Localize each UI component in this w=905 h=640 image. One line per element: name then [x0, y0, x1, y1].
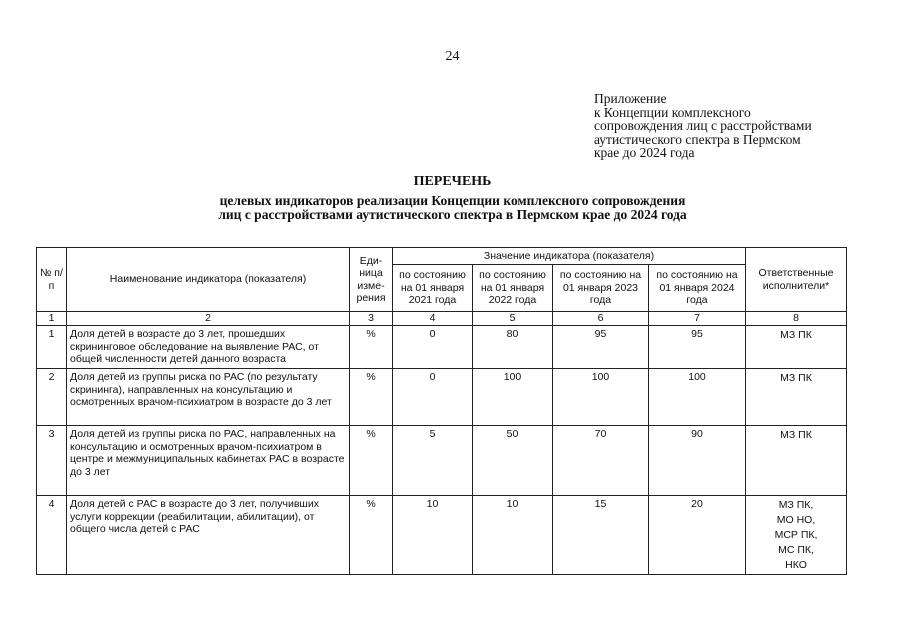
unit: % — [350, 496, 393, 575]
col-number: 5 — [473, 312, 553, 326]
indicator-name: Доля детей с РАС в возрасте до 3 лет, получивших услуги коррекции (реабилитации, абилитации), от общего числа детей с РАС — [67, 496, 350, 575]
responsible — [746, 426, 847, 496]
value-2024: 20 — [649, 496, 746, 575]
table-row — [37, 369, 847, 426]
page-number: 24 — [445, 49, 460, 64]
table-row — [37, 326, 847, 369]
col-number: 7 — [649, 312, 746, 326]
appendix-line: к Концепции комплексного — [594, 104, 751, 120]
subtitle-line: лиц с расстройствами аутистического спектра в Пермском крае до 2024 года — [218, 207, 687, 222]
responsible-entry: МЗ ПК, — [778, 499, 814, 511]
value-2024: 95 — [649, 326, 746, 369]
responsible-entry: НКО — [785, 559, 807, 571]
header-year: по состоянию на 01 января 2024 года — [649, 265, 746, 312]
appendix-line: сопровождения лиц с расстройствами — [594, 118, 812, 133]
value-2024: 90 — [649, 426, 746, 496]
value-2023: 70 — [553, 426, 649, 496]
value-2023: 15 — [553, 496, 649, 575]
responsible-entry: МО НО, — [776, 514, 816, 526]
value-2021: 10 — [393, 496, 473, 575]
row-num: 1 — [37, 326, 67, 369]
value-2021: 0 — [393, 326, 473, 369]
indicator-name: Доля детей в возрасте до 3 лет, прошедших скрининговое обследование на выявление РАС, от общей численности детей данного возраста — [67, 326, 350, 369]
header-year: по состоянию на 01 января 2021 года — [393, 265, 473, 312]
document-subtitle — [0, 194, 905, 222]
responsible — [746, 326, 847, 369]
col-number: 8 — [746, 312, 847, 326]
row-num: 4 — [37, 496, 67, 575]
header-value-group: Значение индикатора (показателя) — [393, 248, 746, 265]
value-2022: 80 — [473, 326, 553, 369]
header-year: по состоянию на 01 января 2022 года — [473, 265, 553, 312]
table-row — [37, 496, 847, 575]
indicator-name: Доля детей из группы риска по РАС (по результату скрининга), направленных на консультацию и осмотренных врачом-психиатром в возрасте до 3 лет — [67, 369, 350, 426]
row-num: 2 — [37, 369, 67, 426]
col-number: 3 — [350, 312, 393, 326]
value-2021: 0 — [393, 369, 473, 426]
col-number: 2 — [67, 312, 350, 326]
unit: % — [350, 369, 393, 426]
responsible — [746, 369, 847, 426]
appendix-note — [594, 92, 812, 160]
appendix-line: крае до 2024 года — [594, 145, 695, 160]
subtitle-line: целевых индикаторов реализации Концепции комплексного сопровождения — [219, 193, 686, 208]
value-2023: 95 — [553, 326, 649, 369]
value-2022: 100 — [473, 369, 553, 426]
unit: % — [350, 426, 393, 496]
col-number: 6 — [553, 312, 649, 326]
header-responsible: Ответственные исполнители* — [746, 248, 847, 312]
header-unit: Еди-ница изме-рения — [350, 248, 393, 312]
unit: % — [350, 326, 393, 369]
document-title: ПЕРЕЧЕНЬ — [413, 174, 492, 189]
header-num: № п/п — [37, 248, 67, 312]
responsible-entry: МЗ ПК — [780, 429, 812, 441]
value-2023: 100 — [553, 369, 649, 426]
header-year: по состоянию на 01 января 2023 года — [553, 265, 649, 312]
value-2022: 10 — [473, 496, 553, 575]
appendix-line: Приложение — [594, 91, 667, 106]
responsible-entry: МЗ ПК — [780, 372, 812, 384]
value-2021: 5 — [393, 426, 473, 496]
responsible — [746, 496, 847, 575]
header-name: Наименование индикатора (показателя) — [67, 248, 350, 312]
value-2022: 50 — [473, 426, 553, 496]
indicator-name: Доля детей из группы риска по РАС, направленных на консультацию и осмотренных врачом-психиатром в центре и межмуниципальных кабинетах РАС в возрасте до 3 лет — [67, 426, 350, 496]
col-number: 1 — [37, 312, 67, 326]
appendix-line: аутистического спектра в Пермском — [594, 131, 801, 147]
value-2024: 100 — [649, 369, 746, 426]
responsible-entry: МСР ПК, — [774, 529, 818, 541]
col-number: 4 — [393, 312, 473, 326]
responsible-entry: МС ПК, — [778, 544, 814, 556]
row-num: 3 — [37, 426, 67, 496]
responsible-entry: МЗ ПК — [780, 329, 812, 341]
indicators-table — [36, 247, 847, 575]
table-row — [37, 426, 847, 496]
